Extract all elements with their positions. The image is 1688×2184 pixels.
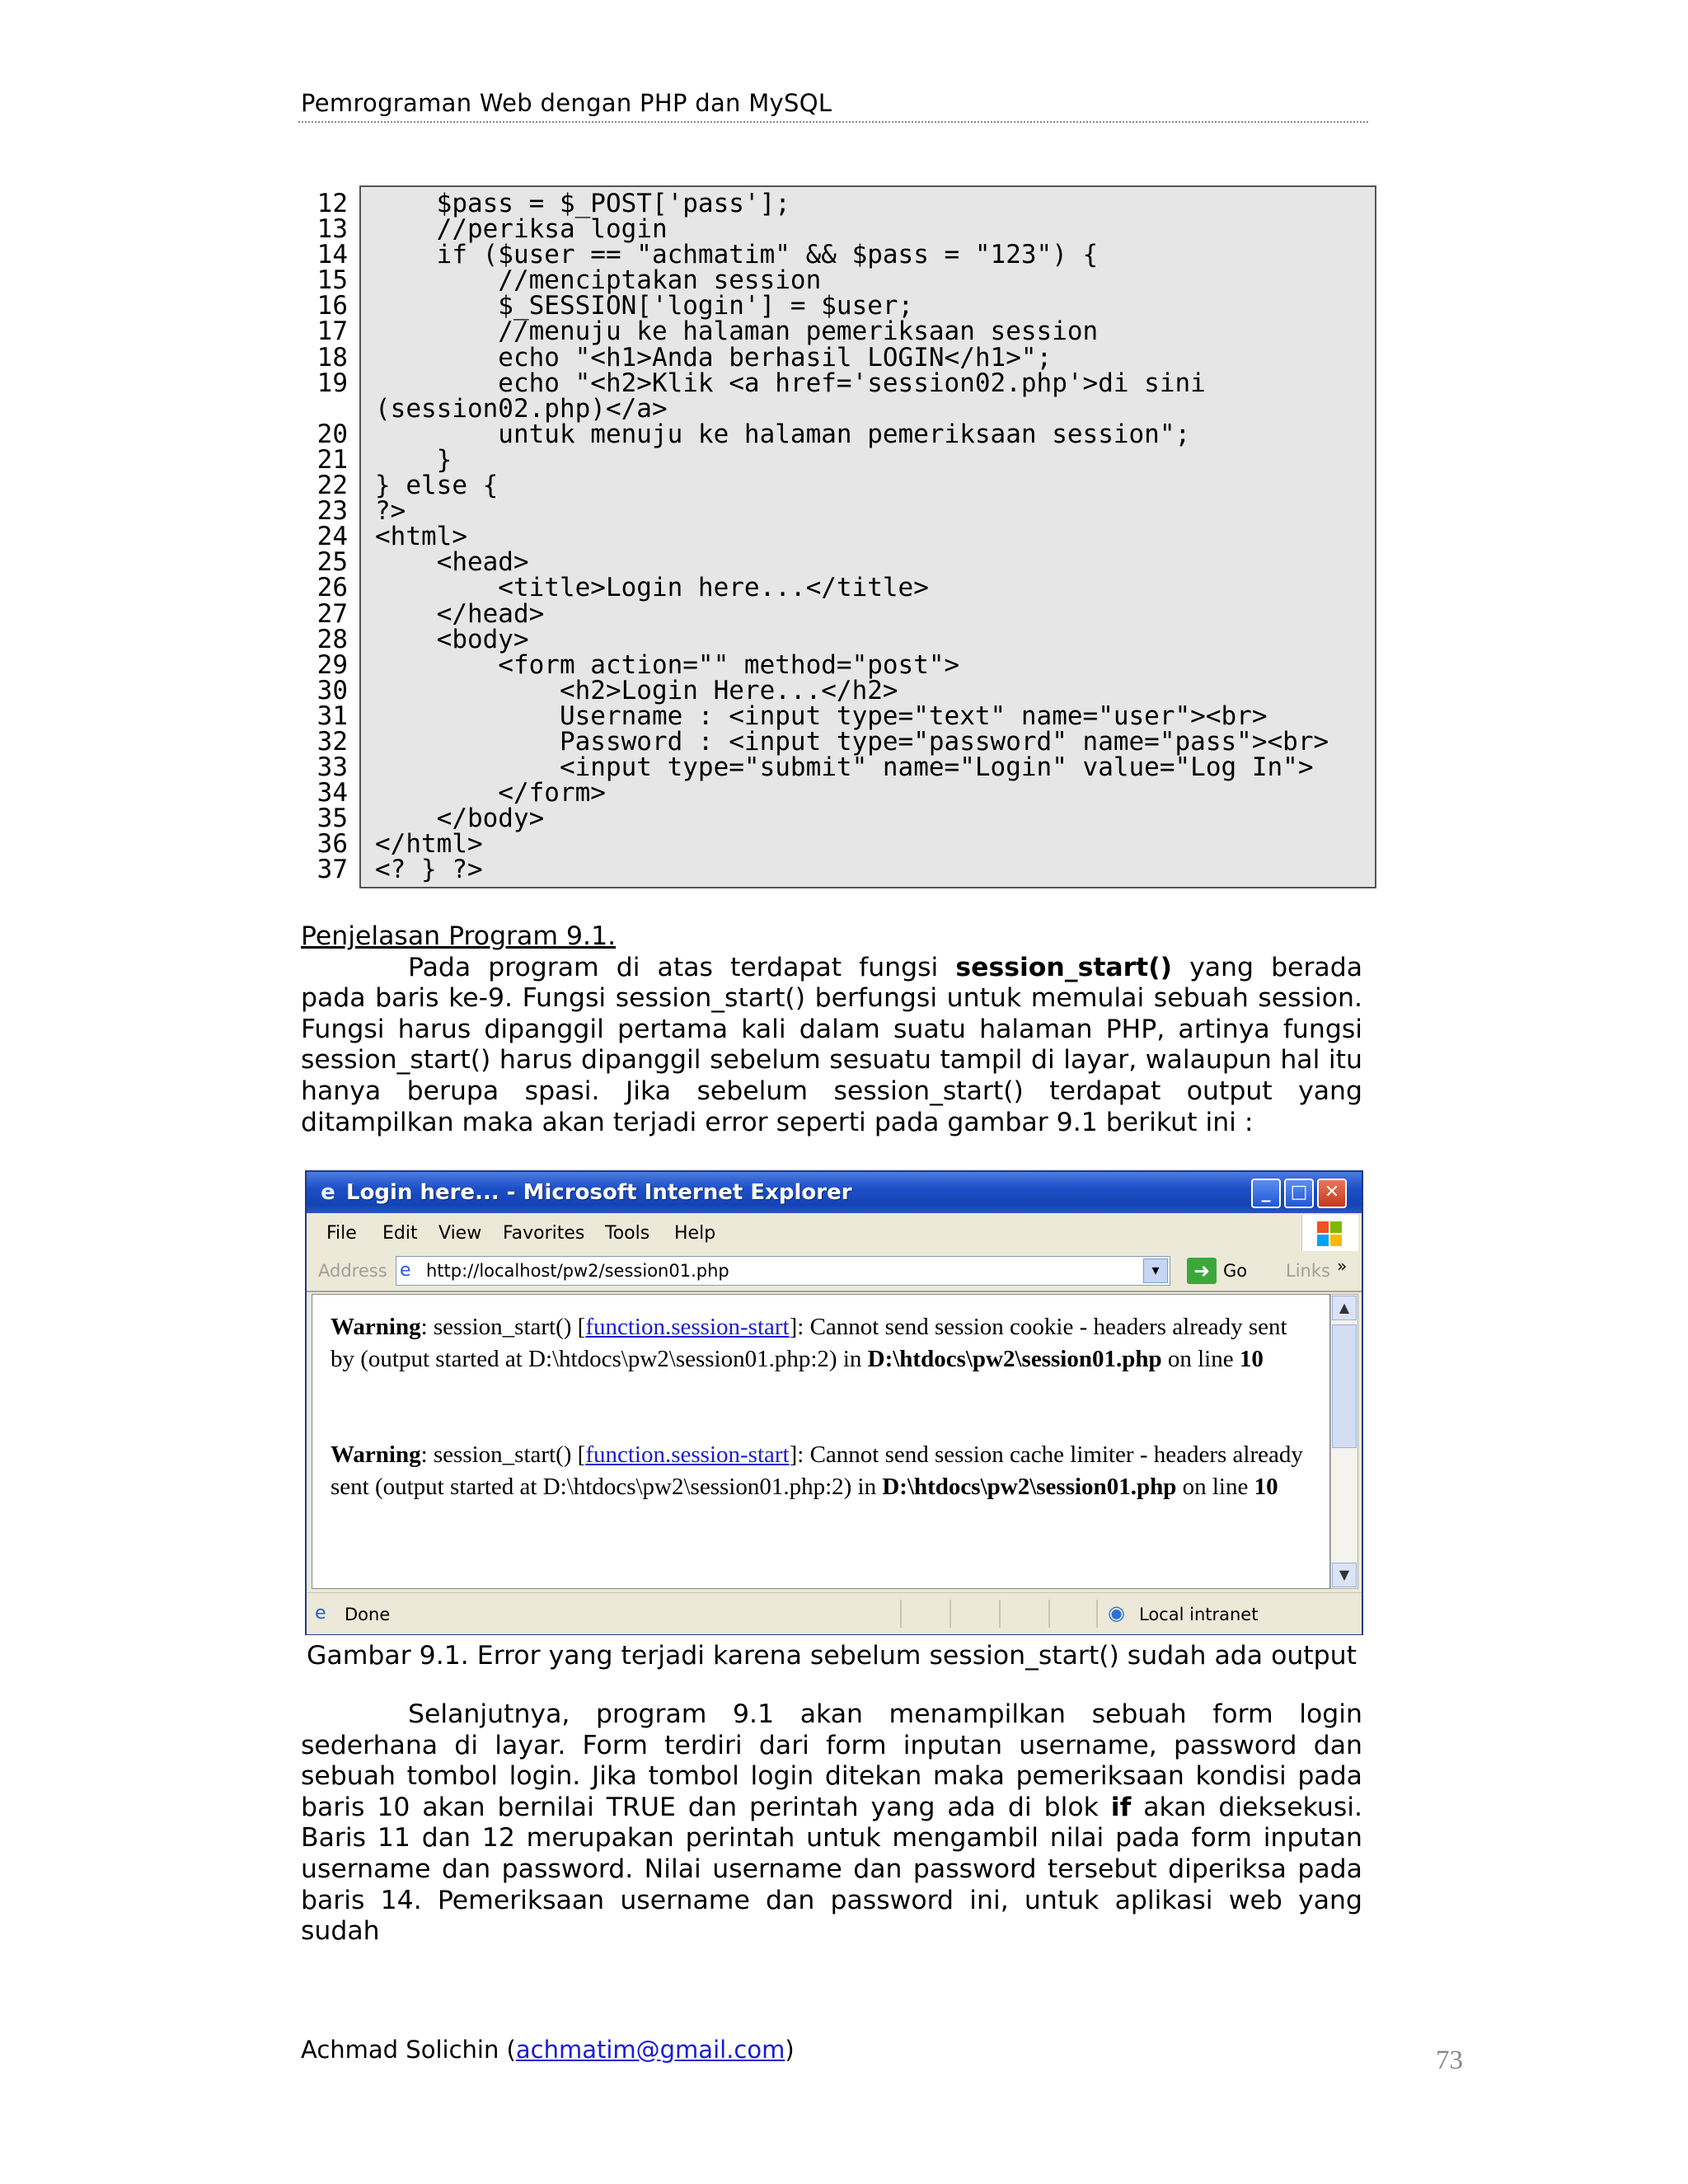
code-line-number: 32	[316, 726, 348, 757]
code-line-number: 18	[316, 342, 348, 373]
status-divider	[999, 1600, 1001, 1628]
code-line: ?>	[375, 496, 406, 527]
menu-view[interactable]: View	[438, 1223, 482, 1244]
session-start-bold: session_start()	[955, 952, 1173, 982]
vertical-scrollbar[interactable]	[1330, 1294, 1358, 1589]
code-line-number: 25	[316, 547, 348, 578]
code-line: Password : <input type="password" name="pass"><br>	[375, 726, 1329, 757]
status-divider	[900, 1600, 902, 1628]
code-line: $_SESSION['login'] = $user;	[375, 291, 914, 321]
code-line-number: 13	[316, 214, 348, 245]
code-line-number: 14	[316, 240, 348, 270]
code-line-number	[297, 396, 348, 422]
code-line: echo "<h1>Anda berhasil LOGIN</h1>";	[375, 342, 1053, 373]
code-line-number: 37	[316, 855, 348, 885]
go-arrow-icon[interactable]: ➜	[1187, 1258, 1217, 1284]
status-text: Done	[345, 1605, 391, 1624]
ie-screenshot-window	[305, 1170, 1363, 1635]
menu-tools[interactable]: Tools	[605, 1223, 650, 1244]
address-url: http://localhost/pw2/session01.php	[426, 1261, 729, 1281]
ie-window-title: Login here... - Microsoft Internet Explorer	[346, 1180, 852, 1205]
author-email-link[interactable]: achmatim@gmail.com	[515, 2036, 785, 2064]
code-line: <input type="submit" name="Login" value="Log In">	[375, 752, 1314, 783]
scroll-thumb[interactable]	[1332, 1324, 1357, 1448]
code-lines	[375, 191, 1368, 883]
warning-message-1: Warning: session_start() [function.session-start]: Cannot send session cookie - headers already sent by (output started at D:\htdocs\pw2\session01.php:2) in D:\htdocs\pw2\session01.php on line 10	[331, 1314, 1287, 1372]
running-header-title: Pemrograman Web dengan PHP dan MySQL	[301, 89, 832, 117]
code-line: //menciptakan session	[375, 265, 822, 296]
code-line: Username : <input type="text" name="user"><br>	[375, 701, 1268, 731]
function-link-1[interactable]: function.session-start	[585, 1314, 790, 1340]
code-line-number: 30	[316, 675, 348, 705]
go-button[interactable]: Go	[1223, 1261, 1248, 1281]
chevron-right-icon[interactable]: »	[1337, 1256, 1348, 1276]
code-line-number: 16	[316, 291, 348, 321]
menu-favorites[interactable]: Favorites	[503, 1223, 585, 1244]
chevron-down-icon[interactable]: ▾	[1143, 1258, 1168, 1283]
ie-content-area	[312, 1294, 1330, 1589]
status-divider	[1048, 1600, 1050, 1628]
code-line-number: 29	[316, 649, 348, 680]
ie-titlebar	[307, 1172, 1362, 1213]
security-zone-text: Local intranet	[1139, 1605, 1259, 1624]
code-line-numbers	[297, 191, 348, 883]
code-line-number: 24	[316, 522, 348, 552]
code-line: <? } ?>	[375, 855, 483, 885]
code-line: } else {	[375, 471, 499, 501]
code-line: <title>Login here...</title>	[375, 573, 929, 603]
code-line-number: 12	[316, 189, 348, 218]
code-line: </head>	[375, 598, 545, 629]
code-line: </form>	[375, 778, 606, 808]
address-label: Address	[318, 1261, 387, 1281]
code-line-number: 21	[316, 444, 348, 475]
page-number: 73	[1436, 2046, 1463, 2075]
code-line: (session02.php)</a>	[375, 393, 668, 424]
code-line-number: 36	[316, 829, 348, 860]
code-line: $pass = $_POST['pass'];	[375, 189, 790, 218]
code-line-number: 33	[316, 752, 348, 783]
code-line: <body>	[375, 624, 529, 654]
paragraph-2: Selanjutnya, program 9.1 akan menampilkan sebuah form login sederhana di layar. Form terdiri dari form inputan username, password dan sebuah tombol login. Jika tombol login ditekan maka pemeriksaan kondisi pada baris 10 akan bernilai TRUE dan perintah yang ada di blok if akan dieksekusi. Baris 11 dan 12 merupakan perintah untuk mengambil nilai pada form inputan username dan password. Nilai username dan password tersebut diperiksa pada baris 14. Pemeriksaan username dan password ini, untuk aplikasi web yang sudah	[301, 1699, 1363, 1947]
explanation-section	[301, 921, 1362, 1138]
menu-edit[interactable]: Edit	[382, 1223, 418, 1244]
ie-menubar	[307, 1213, 1362, 1254]
page-icon: e	[400, 1260, 411, 1281]
ie-addressbar	[307, 1253, 1362, 1292]
code-line: <html>	[375, 522, 467, 552]
code-line: <h2>Login Here...</h2>	[375, 675, 898, 705]
code-line-number: 31	[316, 701, 348, 731]
warning-message-2: Warning: session_start() [function.session-start]: Cannot send session cache limiter - headers already sent (output started at D:\htdocs\pw2\session01.php:2) in D:\htdocs\pw2\session01.php on line 10	[331, 1441, 1303, 1500]
minimize-button[interactable]: _	[1251, 1179, 1281, 1208]
code-line: echo "<h2>Klik <a href='session02.php'>di sini	[375, 368, 1206, 398]
explanation-title: Penjelasan Program 9.1.	[301, 921, 617, 951]
if-keyword-bold: if	[1110, 1792, 1132, 1822]
code-line: </body>	[375, 804, 545, 834]
explanation-paragraph: Pada program di atas terdapat fungsi session_start() yang berada pada baris ke-9. Fungsi session_start() berfungsi untuk memulai sebuah session. Fungsi harus dipanggil pertama kali dalam suatu halaman PHP, artinya fungsi session_start() harus dipanggil sebelum sesuatu tampil di layar, walaupun hal itu hanya berupa spasi. Jika sebelum session_start() terdapat output yang ditampilkan maka akan terjadi error seperti pada gambar 9.1 berikut ini :	[301, 952, 1362, 1137]
code-line-number: 26	[316, 573, 348, 603]
code-line: }	[375, 444, 452, 475]
code-line: //periksa login	[375, 214, 668, 245]
code-line-number: 17	[316, 316, 348, 347]
ie-logo-icon: e	[321, 1180, 335, 1205]
footer-author: Achmad Solichin (achmatim@gmail.com)	[301, 2036, 795, 2064]
menu-help[interactable]: Help	[674, 1223, 716, 1244]
code-line-number: 35	[316, 804, 348, 834]
close-button[interactable]: ✕	[1317, 1179, 1347, 1208]
menu-file[interactable]: File	[326, 1223, 357, 1244]
code-line-number: 20	[316, 419, 348, 449]
status-divider	[1096, 1600, 1098, 1628]
code-line-number: 27	[316, 598, 348, 629]
status-page-icon: e	[315, 1603, 326, 1624]
links-label[interactable]: Links	[1286, 1261, 1330, 1281]
code-line: <head>	[375, 547, 529, 578]
code-line: untuk menuju ke halaman pemeriksaan session";	[375, 419, 1191, 449]
function-link-2[interactable]: function.session-start	[585, 1441, 790, 1468]
windows-logo-icon	[1301, 1215, 1358, 1251]
figure-caption: Gambar 9.1. Error yang terjadi karena sebelum session_start() sudah ada output	[307, 1641, 1357, 1671]
code-line: </html>	[375, 829, 483, 860]
ie-statusbar	[307, 1592, 1362, 1634]
scroll-up-icon[interactable]: ▲	[1332, 1296, 1357, 1320]
code-line-number: 22	[316, 471, 348, 501]
code-line-number: 19	[316, 368, 348, 398]
maximize-button[interactable]: □	[1284, 1179, 1314, 1208]
code-line: <form action="" method="post">	[375, 649, 960, 680]
globe-icon: ◉	[1108, 1601, 1125, 1624]
scroll-down-icon[interactable]: ▼	[1332, 1563, 1357, 1587]
code-line-number: 15	[316, 265, 348, 296]
status-divider	[950, 1600, 951, 1628]
code-line-number: 23	[316, 496, 348, 527]
code-line: if ($user == "achmatim" && $pass = "123") {	[375, 240, 1099, 270]
header-rule	[298, 121, 1368, 123]
code-line: //menuju ke halaman pemeriksaan session	[375, 316, 1099, 347]
code-line-number: 34	[316, 778, 348, 808]
code-line-number: 28	[316, 624, 348, 654]
address-input[interactable]	[396, 1256, 1170, 1286]
